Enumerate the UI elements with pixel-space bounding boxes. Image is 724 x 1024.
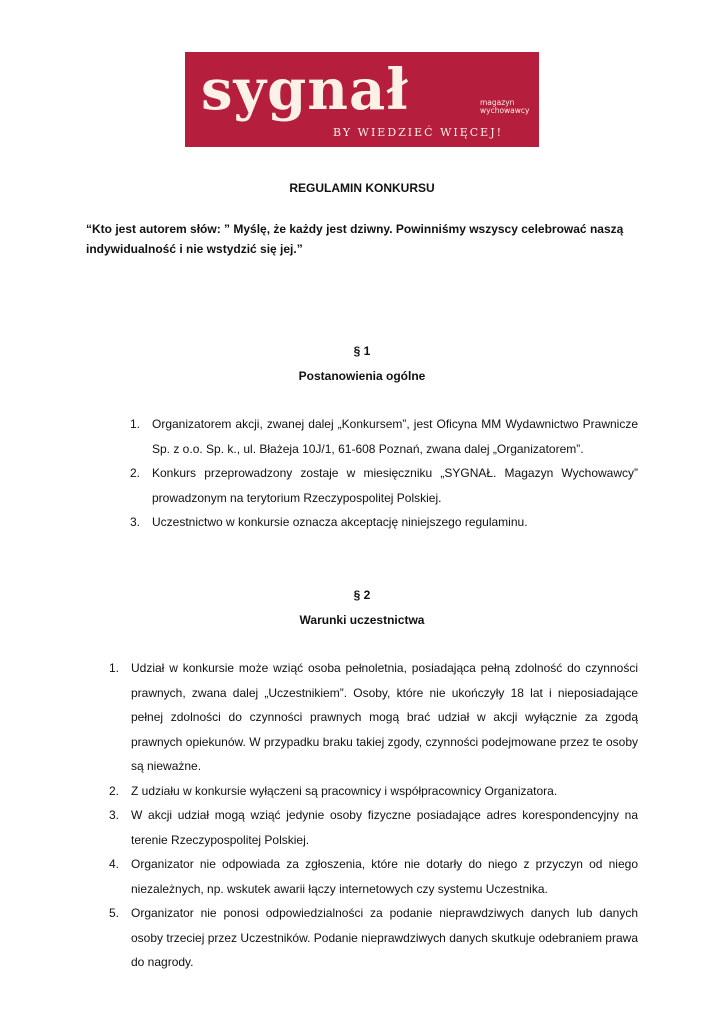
- item-number: 1.: [130, 417, 141, 431]
- item-number: 2.: [130, 466, 141, 480]
- item-text: Organizator nie ponosi odpowiedzialności za podanie nieprawdziwych danych lub danych osoby trzeciej przez Uczestników. Podanie nieprawdziwych danych skutkuje odebraniem prawa do nagrody.: [131, 906, 638, 969]
- list-item: [130, 412, 638, 461]
- section-1-title: Postanowienia ogólne: [298, 369, 426, 383]
- item-text: Organizator nie odpowiada za zgłoszenia, które nie dotarły do niego z przyczyn od niego niezależnych, np. wskutek awarii łączy internetowych czy systemu Uczestnika.: [131, 857, 638, 896]
- list-item: [109, 852, 638, 901]
- section-1-list: [130, 412, 638, 535]
- section-2-number: § 2: [353, 588, 371, 602]
- logo-tagline: BY WIEDZIEĆ WIĘCEJ!: [333, 126, 504, 139]
- item-number: 5.: [109, 906, 120, 920]
- list-item: [109, 901, 638, 975]
- list-item: [109, 656, 638, 779]
- logo-subtitle-line2: wychowawcy: [480, 106, 530, 115]
- sygnal-logo: [185, 52, 539, 147]
- list-item: [130, 461, 638, 510]
- item-number: 1.: [109, 661, 120, 675]
- item-text: W akcji udział mogą wziąć jedynie osoby fizyczne posiadające adres korespondencyjny na terenie Rzeczypospolitej Polskiej.: [131, 808, 638, 847]
- item-text: Z udziału w konkursie wyłączeni są pracownicy i współpracownicy Organizatora.: [131, 783, 558, 798]
- list-item: [130, 510, 638, 535]
- section-1-number: § 1: [353, 344, 371, 358]
- document-title: REGULAMIN KONKURSU: [289, 181, 435, 195]
- logo-wordmark: sygnał: [201, 57, 409, 123]
- item-number: 4.: [109, 857, 120, 871]
- list-item: [109, 779, 638, 804]
- section-2-title: Warunki uczestnictwa: [299, 613, 425, 627]
- logo-subtitle-line1: magazyn: [480, 98, 515, 107]
- item-number: 2.: [109, 783, 120, 798]
- item-number: 3.: [130, 515, 141, 529]
- item-number: 3.: [109, 808, 120, 822]
- contest-question: “Kto jest autorem słów: ” Myślę, że każdy jest dziwny. Powinniśmy wszyscy celebrować naszą indywidualność i nie wstydzić się jej.”: [86, 222, 624, 256]
- item-text: Udział w konkursie może wziąć osoba pełnoletnia, posiadająca pełną zdolność do czynności prawnych, zwana dalej „Uczestnikiem”. Osoby, które nie ukończyły 18 lat i nieposiadające pełnej zdolności do czynności prawnych mogą brać udział w akcji wyłącznie za zgodą prawnych opiekunów. W przypadku braku takiej zgody, czynności podejmowane przez te osoby są nieważne.: [131, 661, 638, 773]
- item-text: Organizatorem akcji, zwanej dalej „Konkursem”, jest Oficyna MM Wydawnictwo Prawnicze Sp. z o.o. Sp. k., ul. Błażeja 10J/1, 61-608 Poznań, zwana dalej „Organizatorem”.: [152, 417, 638, 456]
- item-text: Uczestnictwo w konkursie oznacza akceptację niniejszego regulaminu.: [152, 515, 528, 529]
- logo-subtitle: [480, 99, 529, 115]
- section-2-list: [109, 656, 638, 975]
- item-text: Konkurs przeprowadzony zostaje w miesięczniku „SYGNAŁ. Magazyn Wychowawcy” prowadzonym na terytorium Rzeczypospolitej Polskiej.: [152, 466, 638, 505]
- list-item: [109, 803, 638, 852]
